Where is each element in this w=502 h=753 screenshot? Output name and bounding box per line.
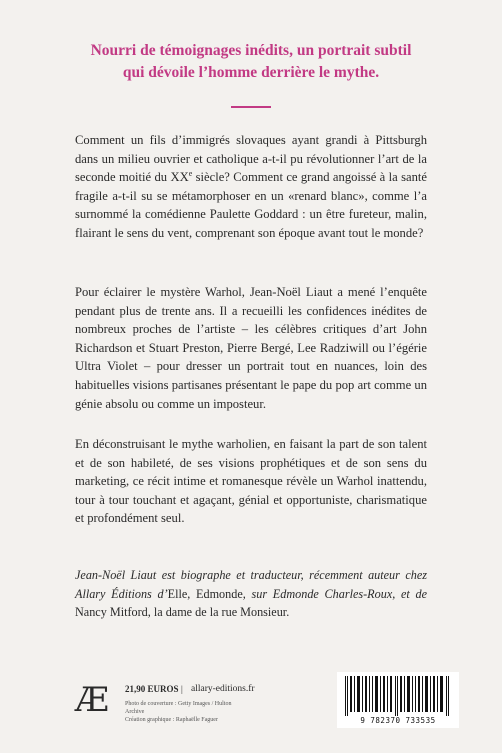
bio-part-2: , sur Edmonde Charles-Roux, et de [242,586,427,601]
price: 21,90 EUROS [125,684,179,694]
isbn-number: 9 782370 733535 [360,716,436,725]
publisher-website: allary-editions.fr [191,684,255,694]
author-bio [75,566,427,622]
credits [125,700,245,724]
paragraph-investigation: Pour éclairer le mystère Warhol, Jean-Noël Liaut a mené l’enquête pendant plus de trente ans. Il a recueilli les confidences inédites de nombreux proches de l’artiste – les célèbres critiques d’art John Richardson et Stuart Preston, Pierre Bergé, Lee Radziwill ou l’égérie Ultra Violet – pour dresser un portrait tout en nuances, loin des habituelles visions partisanes présentant le pape du pop art comme un génie absolu ou comme un imposteur. [75,285,427,411]
century-numeral: XX [170,170,189,185]
credit-design: Création graphique : Raphaëlle Faguer [125,717,218,723]
barcode-bars [345,676,451,716]
back-cover-footer [75,680,465,730]
tagline-line-1: Nourri de témoignages inédits, un portrait subtil [90,42,412,59]
bio-part-3: . [286,605,290,620]
publisher-logo: Æ [75,680,110,720]
century-superscript: e [188,169,193,178]
paragraph-intro-start: Comment un fils d’immigrés slovaques ayant grandi à Pittsburgh dans un milieu ouvrier et catholique a-t-il pu révolutionner l’art de la seconde moitié du [75,133,427,185]
footer-separator: | [181,684,183,694]
paragraph-intro-end: siècle? Comment ce grand angoissé à la santé fragile a-t-il su se métamorphoser en un «renard blanc», comme l’a surnommé la comédienne Paulette Goddard : un être fureteur, malin, flairant le sens du vent, comprenant son époque avant tout le monde? [75,170,428,240]
tagline [40,40,462,84]
tagline-line-2: qui dévoile l’homme derrière le mythe. [122,64,380,81]
bio-book-title-1: Elle, Edmonde [167,586,243,601]
credit-photo: Photo de couverture : Getty Images / Hulton Archive [125,701,232,715]
bio-part-1: Jean-Noël Liaut est biographe et traducteur, récemment auteur chez Allary Éditions d’ [75,568,427,601]
divider-rule [231,106,271,108]
bio-book-title-2: Nancy Mitford, la dame de la rue Monsieur [75,605,287,620]
paragraph-deconstruction: En déconstruisant le mythe warholien, en faisant la part de son talent et de son habileté, de ses visions prophétiques et de son sens du marketing, ce récit intime et romanesque révèle un Warhol inattendu, tour à tour touchant et agaçant, génial et opportuniste, charismatique et profondément seul. [75,437,427,526]
barcode [337,672,459,728]
paragraph-intro [75,131,427,243]
